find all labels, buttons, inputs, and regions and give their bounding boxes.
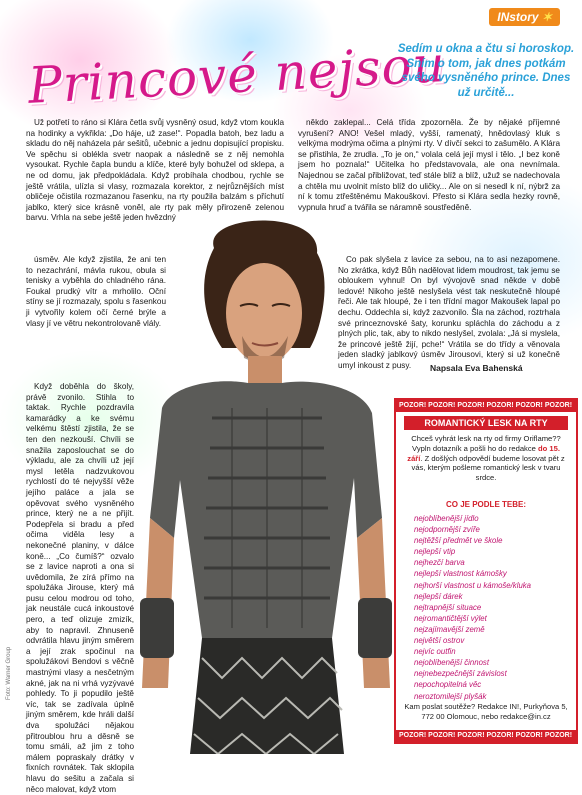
questionnaire-item: nejtrapnější situace: [414, 602, 482, 612]
questionnaire-item: neroztomilejší plyšák: [414, 691, 487, 701]
left-bracer: [140, 598, 174, 658]
questionnaire-item: nejromantičtější výlet: [414, 613, 487, 623]
skirt-shape: [190, 638, 344, 754]
questionnaire-item: nejhorší vlastnost u kámoše/kluka: [414, 580, 532, 590]
questionnaire-item: nejhezčí barva: [414, 558, 465, 568]
article-subtitle: Sedím u okna a čtu si horoskop. Sním o tom, jak dnes potkám svého vysněného prince. Dnes už určitě...: [397, 43, 575, 99]
paragraph: úsměv. Ale když zjistila, že ani ten to nezachrání, mávla rukou, obula si tenisky a vyběhla do chladného rána. Foukal prudký vítr a mrholilo. Oční stíny se jí rozmazaly, spolu s řasenkou ji vytvořily kolem očí černé brýle a vlasy jí ve větru nekontrolovaně vlály.: [26, 255, 167, 328]
paragraph: Když doběhla do školy, právě zvonilo. Stihla to taktak. Rychle pozdravila kamarádky a ke svému velkému štěstí zjistila, že se ten den nezkouší. Chvíli se snažila zaposlouchat se do výkladu, ale za chvíli už její mysl letěla nadzvukovou rychlostí do té nejvyšší věže jejího paláce a jala se opěvovat svého vysněného prince, který ne a ne přijít. Podepřela si bradu a před očima viděla lesy a nekonečné planiny, v dálce koně... „Co čumíš?“ ozvalo se z lavice naproti a ona si uvědomila, že zírá přímo na spolužáka Jirouse, který má pusu celou modrou od toho, jak neustále cucá inkoustové pero, a teď olizuje zmizík, aby to napravil. Zhnuseně odvrátila hlavu jiným směrem a její zrak spočinul na spolužákovi Bendovi s věčně mastnými vlasy a nesčetným akné, jak na ni vrhá vyzývavé pohledy. To ji popudilo ještě víc, tak se zadívala úplně jiným směrem, kde hráli další dva spolužáci nějakou přitroublou hru a děsně se tomu smáli, až jim z toho málem popraskaly drátky v fixních rovnátek. Tak sklopila hlavu do sešitu a začala si něco malovat, když vtom: [26, 382, 134, 794]
article-column-2: [298, 118, 560, 213]
section-brand-tag: [489, 8, 560, 26]
article-title: Princové nejsou: [26, 35, 448, 115]
contest-footer: Kam poslat soutěže? Redakce IN!, Purkyňova 5, 772 00 Olomouc, nebo redakce@in.cz: [404, 702, 568, 721]
contest-title: ROMANTICKÝ LESK NA RTY: [404, 416, 568, 430]
contest-text-before: Chceš vyhrát lesk na rty od firmy Oriflame?? Vypln dotazník a pošli ho do redakce: [411, 434, 561, 453]
neck-shape: [248, 356, 282, 386]
questionnaire-item: nejlepší vtip: [414, 547, 456, 557]
pozor-strip-bottom: POZOR! POZOR! POZOR! POZOR! POZOR! POZOR!: [396, 730, 576, 742]
star-icon: ✶: [541, 10, 552, 24]
contest-description: [404, 434, 568, 483]
actor-photo: [132, 218, 394, 754]
article-column-1: [26, 118, 284, 224]
photo-credit: Foto: Warner Group: [6, 646, 12, 700]
questionnaire-item: nejlepší dárek: [414, 591, 463, 601]
questionnaire-list: [414, 513, 574, 702]
questionnaire-item: nejnebezpečnější závislost: [414, 669, 507, 679]
questionnaire-item: nepochopitelná věc: [414, 680, 482, 690]
questionnaire-item: nejtěžší předmět ve škole: [414, 536, 503, 546]
article-column-1-narrow-2: [26, 382, 134, 795]
questionnaire-item: nejzajímavější země: [414, 624, 485, 634]
questionnaire-item: nejvíc outfin: [414, 647, 456, 657]
questionnaire-item: nejoblíbenější činnost: [414, 658, 489, 668]
questionnaire-item: největší ostrov: [414, 636, 465, 646]
paragraph: Už potřetí to ráno si Klára četla svůj vysněný osud, když vtom koukla na hodinky a vykřikla: „Do háje, už zase!“. Popadla batoh, bez ladu a skladu do něj naházela pár sešitů, učebnic a jednu dopisující propisku. Ve spěchu si oblékla svetr naopak a následně se z něj nemohla vysoukat. Rychle čapla bundu a klíče, které byly bohužel od sklepa, a ne od domu, jak předpokládala. Když probíhala chodbou, rychle se ještě vrátila, ulízla si vlasy, rozmazala korektor, z nejrůznějších míst obličeje očistila rozmazanou řasenku, na rty použila balzám s příchutí jablko, který sice krásně voněl, ale rty pak měly přirozeně zelenou barvu. Vrhla na sebe ještě jeden hvězdný: [26, 118, 284, 223]
paragraph: někdo zaklepal... Celá třída zpozorněla. Že by nějaké příjemné vyrušení? ANO! Vešel mladý, vyšší, ramenatý, hnědovlasý kluk s velkýma modrýma očima a plnými rty. V dívčí sekci to zašumělo. A Klára se přistihla, že zrudla. „To je on,“ volala celá její mysl i tělo. „I bez koně jsem ho poznala!“ Učitelka ho představovala, ale ona nevnímala. Najednou se začal přibližovat, teď stále blíž a blíž, užuž se nadechovala a chtěla mu uvolnit místo blíž do uličky... Ale on si nesedl k ní, nýbrž za ní k tomu ztřeštěnému Makouškovi. Přesto si Klára sedla hezky rovně, vypnula hruď a tvářila se náramně soustředěně.: [298, 118, 560, 212]
questionnaire-heading: CO JE PODLE TEBE:: [445, 500, 526, 509]
contest-text-after: . Z došlých odpovědí budeme losovat pět z vás, kterým pošleme romantický lesk v tvaru srdce.: [411, 453, 565, 483]
contest-deadline: do 15. září: [407, 443, 560, 463]
questionnaire-item: nejoblíbenější jídlo: [414, 514, 479, 523]
brand-label: INstory: [497, 10, 539, 24]
questionnaire-item: nejlepší vlastnost kámošky: [414, 569, 507, 579]
paragraph: Co pak slyšela z lavice za sebou, na to asi nezapomene. No zkrátka, když Bůh nadělovat lidem moudrost, tak jemu se obloukem vyhnul! On byl vývojově snad někde v době ledové! Nikoho ještě neslyšela vést tak neskutečně hloupé řeči. Ale tak hloupé, že i ten třídní magor Makoušek lapal po dechu. Oddechla si, když zazvonilo. Šla na záchod, roztrhala své princeznovské šaty, korunku spláchla do záchodu a z plných plic, tak, aby to nikdo neslyšel, zvolala: „Já si myslela, že princové ještě žijí, pche!“ Vrátila se do třídy a věnovala jeden sladký jablkový úsměv Jirousovi, který si už konečně umyl inkoust z pusy.: [338, 255, 560, 370]
pozor-strip-top: POZOR! POZOR! POZOR! POZOR! POZOR! POZOR!: [396, 400, 576, 412]
author-signature: Napsala Eva Bahenská: [430, 363, 523, 373]
face-shape: [226, 263, 302, 363]
right-bracer: [358, 598, 392, 658]
questionnaire-item: nejodpornější zvíře: [414, 525, 480, 535]
contest-box: [394, 398, 578, 744]
